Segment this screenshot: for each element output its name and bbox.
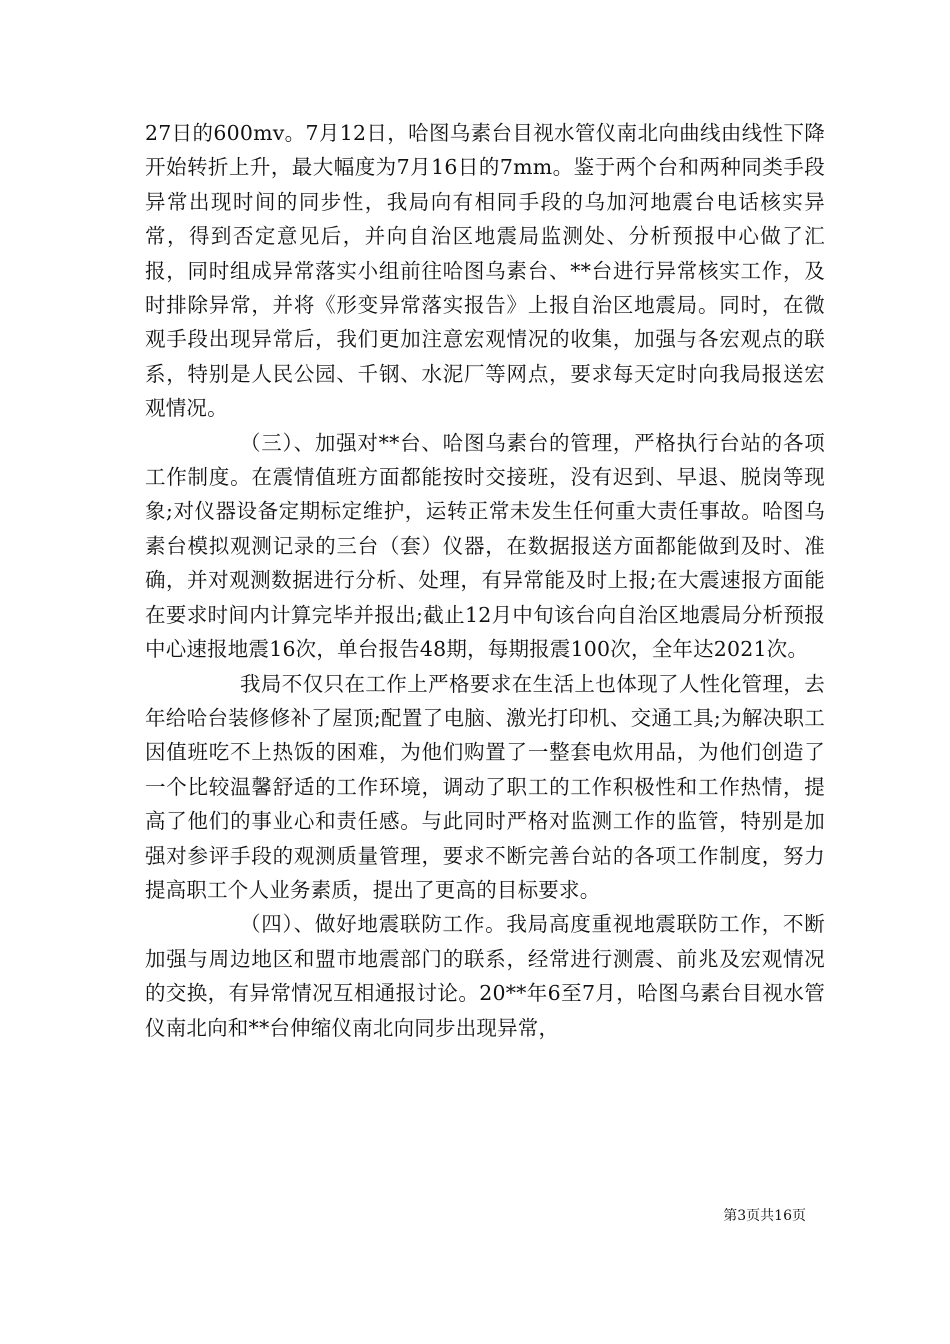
- page-footer: [0, 1205, 950, 1227]
- paragraph-staff-care: 我局不仅只在工作上严格要求在生活上也体现了人性化管理，去年给哈台装修修补了屋顶;配置了电脑、激光打印机、交通工具;为解决职工因值班吃不上热饭的困难，为他们购置了一整套电炊用品，为他们创造了一个比较温馨舒适的工作环境，调动了职工的工作积极性和工作热情，提高了他们的事业心和责任感。与此同时严格对监测工作的监管，特别是加强对参评手段的观测质量管理，要求不断完善台站的各项工作制度，努力提高职工个人业务素质，提出了更高的目标要求。: [145, 671, 825, 902]
- paragraph-section-three: （三）、加强对**台、哈图乌素台的管理，严格执行台站的各项工作制度。在震情值班方面都能按时交接班，没有迟到、早退、脱岗等现象;对仪器设备定期标定维护，运转正常未发生任何重大责任事故。哈图乌素台模拟观测记录的三台（套）仪器，在数据报送方面都能做到及时、准确，并对观测数据进行分析、处理，有异常能及时上报;在大震速报方面能在要求时间内计算完毕并报出;截止12月中旬该台向自治区地震局分析预报中心速报地震16次，单台报告48期，每期报震100次，全年达2021次。: [145, 430, 825, 662]
- paragraph-section-four: （四）、做好地震联防工作。我局高度重视地震联防工作，不断加强与周边地区和盟市地震部门的联系，经常进行测震、前兆及宏观情况的交换，有异常情况互相通报讨论。20**年6至7月，哈图乌素台目视水管仪南北向和**台伸缩仪南北向同步出现异常，: [145, 912, 825, 1040]
- paragraph-continuation: 27日的600mv。7月12日，哈图乌素台目视水管仪南北向曲线由线性下降开始转折上升，最大幅度为7月16日的7mm。鉴于两个台和两种同类手段异常出现时间的同步性，我局向有相同手段的乌加河地震台电话核实异常，得到否定意见后，并向自治区地震局监测处、分析预报中心做了汇报，同时组成异常落实小组前往哈图乌素台、**台进行异常核实工作，及时排除异常，并将《形变异常落实报告》上报自治区地震局。同时，在微观手段出现异常后，我们更加注意宏观情况的收集，加强与各宏观点的联系，特别是人民公园、千钢、水泥厂等网点，要求每天定时向我局报送宏观情况。: [145, 121, 825, 421]
- page-number: 第3页共16页: [723, 1208, 806, 1224]
- document-body: [145, 116, 825, 1045]
